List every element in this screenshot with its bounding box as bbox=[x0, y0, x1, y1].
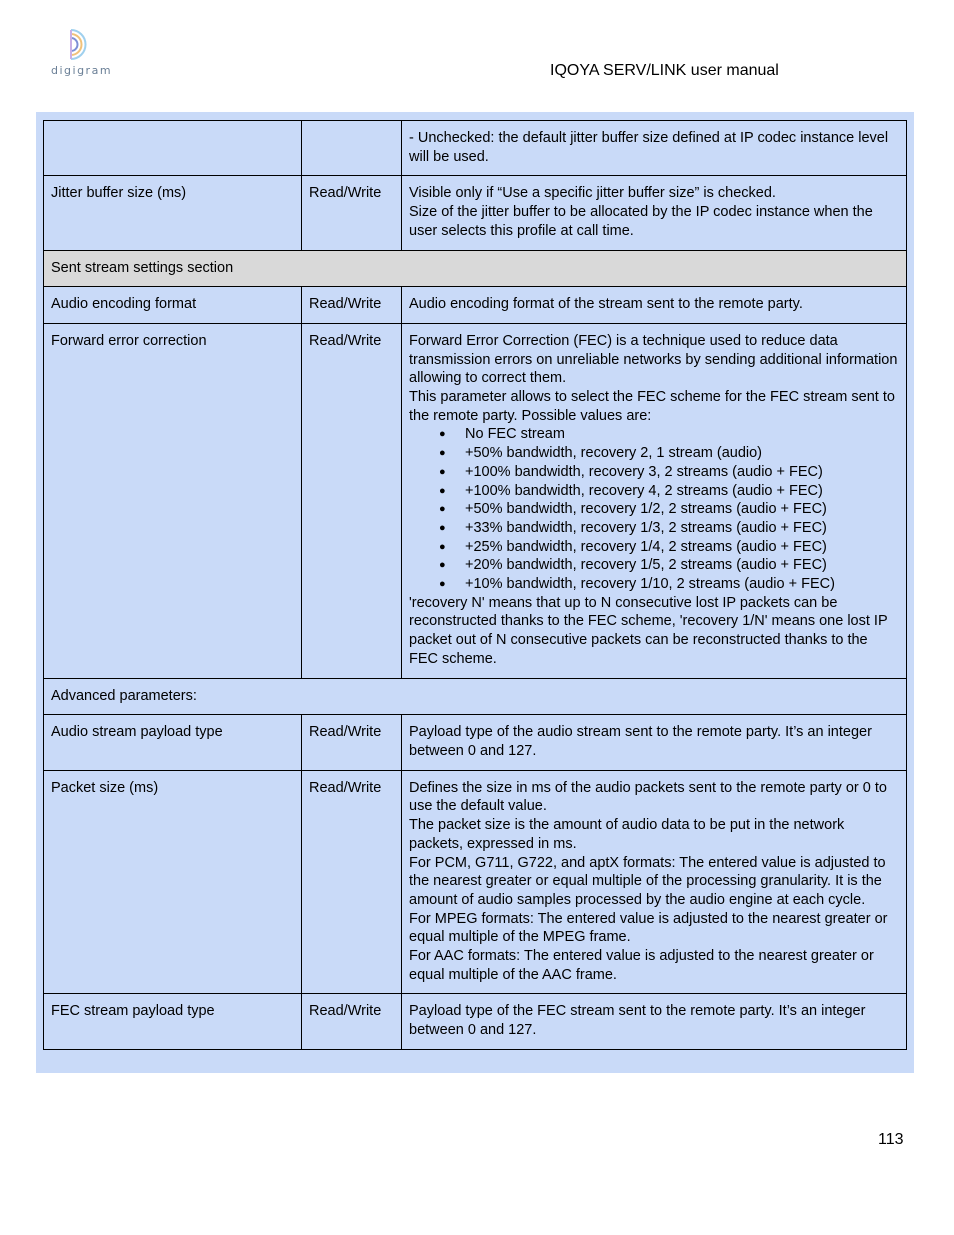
table-row bbox=[44, 770, 907, 994]
list-item: ● +50% bandwidth, recovery 1/2, 2 streams (audio + FEC) bbox=[439, 500, 899, 519]
table-row bbox=[44, 994, 907, 1049]
table-row bbox=[44, 715, 907, 770]
parameter-name-cell: Audio stream payload type bbox=[44, 715, 302, 770]
document-title: IQOYA SERV/LINK user manual bbox=[550, 62, 779, 79]
digigram-logo bbox=[48, 24, 118, 80]
list-item: ● No FEC stream bbox=[439, 425, 899, 444]
logo-wordmark: digigram bbox=[51, 64, 113, 77]
description-cell bbox=[402, 715, 907, 770]
description-paragraph: Visible only if “Use a specific jitter buffer size” is checked. bbox=[409, 185, 776, 202]
list-item: ● +33% bandwidth, recovery 1/3, 2 streams (audio + FEC) bbox=[439, 519, 899, 538]
description-cell bbox=[402, 287, 907, 324]
parameter-name-cell bbox=[44, 121, 302, 176]
description-paragraph: - Unchecked: the default jitter buffer size defined at IP codec instance level will be used. bbox=[409, 130, 889, 165]
description-cell bbox=[402, 121, 907, 176]
list-item: ● +100% bandwidth, recovery 4, 2 streams (audio + FEC) bbox=[439, 482, 899, 501]
description-paragraph: This parameter allows to select the FEC scheme for the FEC stream sent to the remote party. Possible values are: bbox=[409, 389, 895, 424]
section-row bbox=[44, 678, 907, 715]
description-cell bbox=[402, 323, 907, 678]
parameter-name-cell: Forward error correction bbox=[44, 323, 302, 678]
description-footer: 'recovery N' means that up to N consecutive lost IP packets can be reconstructed thanks to the FEC scheme, 'recovery 1/N' means one lost IP packet out of N consecutive packets can be reconstructed thanks to the FEC scheme. bbox=[409, 594, 888, 667]
section-heading: Sent stream settings section bbox=[44, 250, 907, 287]
list-item: ● +100% bandwidth, recovery 3, 2 streams (audio + FEC) bbox=[439, 463, 899, 482]
description-paragraph: Payload type of the FEC stream sent to the remote party. It’s an integer between 0 and 127. bbox=[409, 1003, 866, 1039]
access-cell: Read/Write bbox=[302, 287, 402, 324]
page-number: 113 bbox=[878, 1131, 904, 1148]
section-row bbox=[44, 250, 907, 287]
description-paragraph: Size of the jitter buffer to be allocated by the IP codec instance when the user selects this profile at call time. bbox=[409, 204, 873, 239]
parameter-table-panel bbox=[36, 112, 914, 1073]
parameter-name-cell: Packet size (ms) bbox=[44, 770, 302, 994]
table-row bbox=[44, 121, 907, 176]
table-row bbox=[44, 287, 907, 324]
parameter-table bbox=[43, 120, 907, 1050]
description-paragraph: The packet size is the amount of audio data to be put in the network packets, expressed in ms. bbox=[409, 817, 845, 852]
fec-options-list bbox=[409, 425, 899, 593]
parameter-name-cell: FEC stream payload type bbox=[44, 994, 302, 1049]
parameter-name-cell: Jitter buffer size (ms) bbox=[44, 176, 302, 250]
digigram-logo-mark-icon bbox=[65, 26, 101, 64]
description-paragraph: For AAC formats: The entered value is adjusted to the nearest greater or equal multiple of the AAC frame. bbox=[409, 948, 874, 983]
access-cell: Read/Write bbox=[302, 994, 402, 1049]
description-cell bbox=[402, 176, 907, 250]
table-row bbox=[44, 323, 907, 678]
parameter-name-cell: Audio encoding format bbox=[44, 287, 302, 324]
list-item: ● +10% bandwidth, recovery 1/10, 2 streams (audio + FEC) bbox=[439, 575, 899, 594]
description-cell bbox=[402, 994, 907, 1049]
description-paragraph: For MPEG formats: The entered value is adjusted to the nearest greater or equal multiple of the MPEG frame. bbox=[409, 910, 888, 946]
description-paragraph: Payload type of the audio stream sent to the remote party. It’s an integer between 0 and 127. bbox=[409, 724, 872, 759]
description-paragraph: Audio encoding format of the stream sent to the remote party. bbox=[409, 296, 803, 313]
access-cell bbox=[302, 121, 402, 176]
access-cell: Read/Write bbox=[302, 770, 402, 994]
access-cell: Read/Write bbox=[302, 323, 402, 678]
description-cell bbox=[402, 770, 907, 994]
access-cell: Read/Write bbox=[302, 176, 402, 250]
section-heading: Advanced parameters: bbox=[44, 678, 907, 715]
description-paragraph: Forward Error Correction (FEC) is a technique used to reduce data transmission errors on unreliable networks by sending additional information allowing to correct them. bbox=[409, 332, 898, 387]
description-paragraph: For PCM, G711, G722, and aptX formats: The entered value is adjusted to the nearest greater or equal multiple of the processing granularity. It is the amount of audio samples processed by the audio engine at each cycle. bbox=[409, 854, 886, 908]
list-item: ● +20% bandwidth, recovery 1/5, 2 streams (audio + FEC) bbox=[439, 556, 899, 575]
table-row bbox=[44, 176, 907, 250]
list-item: ● +50% bandwidth, recovery 2, 1 stream (audio) bbox=[439, 444, 899, 463]
list-item: ● +25% bandwidth, recovery 1/4, 2 streams (audio + FEC) bbox=[439, 538, 899, 557]
description-paragraph: Defines the size in ms of the audio packets sent to the remote party or 0 to use the default value. bbox=[409, 779, 887, 815]
access-cell: Read/Write bbox=[302, 715, 402, 770]
